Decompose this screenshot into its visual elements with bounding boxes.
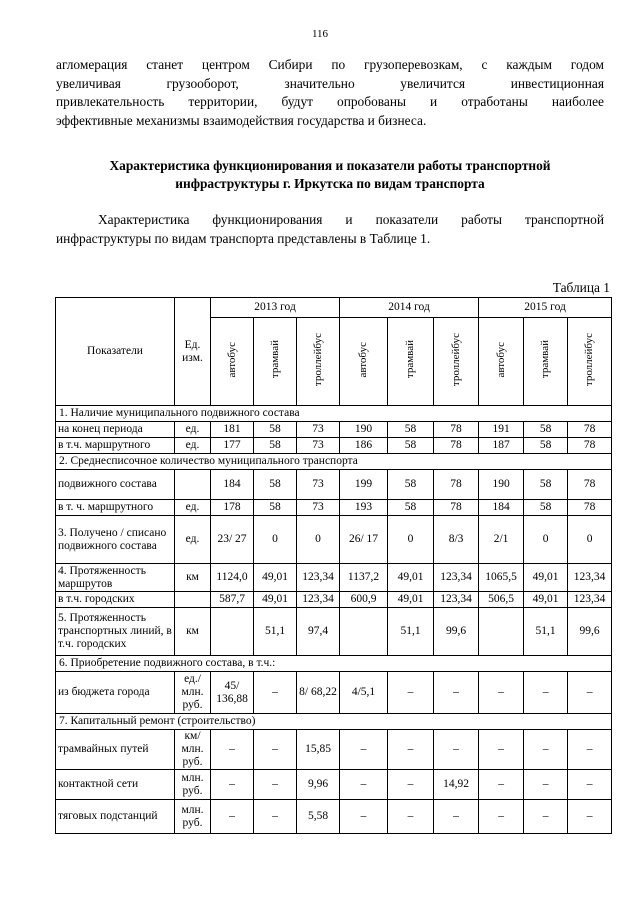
row-label: 5. Протяженность транспортных линий, в т.ч. городских (56, 608, 175, 656)
value-cell: 15,85 (297, 730, 340, 770)
row-label: на конец периода (56, 422, 175, 438)
value-cell: 58 (524, 470, 568, 500)
row-label: тяговых подстанций (56, 800, 175, 834)
header-mode: троллейбус (568, 318, 612, 406)
value-cell: 73 (297, 422, 340, 438)
value-cell: – (434, 730, 479, 770)
value-cell: 9,96 (297, 770, 340, 800)
value-cell: 2/1 (479, 516, 524, 564)
page-number: 116 (311, 28, 329, 40)
value-cell: 51,1 (524, 608, 568, 656)
value-cell: 190 (340, 422, 388, 438)
value-cell: 73 (297, 438, 340, 454)
header-mode: троллейбус (297, 318, 340, 406)
value-cell: 600,9 (340, 592, 388, 608)
intro-line: увеличивая грузооборот, значительно увеличится инвестиционная (56, 75, 604, 91)
value-cell: – (434, 672, 479, 714)
value-cell: 78 (568, 470, 612, 500)
section-title: 6. Приобретение подвижного состава, в т.ч.: (56, 656, 612, 672)
table-row (56, 730, 612, 770)
row-label: из бюджета города (56, 672, 175, 714)
value-cell: – (568, 672, 612, 714)
value-cell: – (340, 800, 388, 834)
value-cell: 186 (340, 438, 388, 454)
value-cell: 8/ 68,22 (297, 672, 340, 714)
value-cell: 58 (254, 470, 297, 500)
header-mode: трамвай (524, 318, 568, 406)
value-cell (211, 608, 254, 656)
table-caption: Таблица 1 (552, 280, 610, 295)
value-cell: 78 (434, 438, 479, 454)
value-cell: – (524, 770, 568, 800)
header-mode: автобус (340, 318, 388, 406)
value-cell: 506,5 (479, 592, 524, 608)
value-cell: – (434, 800, 479, 834)
value-cell: 0 (254, 516, 297, 564)
value-cell: 49,01 (524, 564, 568, 592)
value-cell: 58 (388, 470, 434, 500)
table-row (56, 800, 612, 834)
value-cell: 58 (254, 500, 297, 516)
value-cell: 49,01 (254, 564, 297, 592)
value-cell: 23/ 27 (211, 516, 254, 564)
row-unit: км (175, 608, 211, 656)
row-label: 3. Получено / списано подвижного состава (56, 516, 175, 564)
header-year: 2013 год (211, 298, 340, 318)
table-section-row (56, 656, 612, 672)
section-title: 2. Среднесписочное количество муниципального транспорта (56, 454, 612, 470)
row-unit: ед. (175, 422, 211, 438)
value-cell: 190 (479, 470, 524, 500)
heading-line: инфраструктуры г. Иркутска по видам транспорта (175, 176, 485, 191)
body-paragraph (56, 211, 604, 248)
value-cell: 187 (479, 438, 524, 454)
section-title: 7. Капитальный ремонт (строительство) (56, 714, 612, 730)
intro-line: агломерация станет центром Сибири по грузоперевозкам, с каждым годом (56, 57, 604, 72)
value-cell: – (568, 770, 612, 800)
value-cell: 0 (524, 516, 568, 564)
value-cell: – (340, 770, 388, 800)
intro-paragraph (56, 56, 604, 130)
value-cell: 123,34 (568, 564, 612, 592)
table-row (56, 564, 612, 592)
row-unit (175, 592, 211, 608)
paragraph-line: Характеристика функционирования и показатели работы транспортной (98, 212, 604, 227)
row-label: в т.ч. городских (56, 592, 175, 608)
value-cell: 78 (568, 500, 612, 516)
value-cell: – (254, 770, 297, 800)
row-label: трамвайных путей (56, 730, 175, 770)
table-row (56, 672, 612, 714)
value-cell: – (479, 800, 524, 834)
transport-table (55, 297, 612, 834)
row-label: контактной сети (56, 770, 175, 800)
value-cell: 8/3 (434, 516, 479, 564)
value-cell: 49,01 (388, 564, 434, 592)
row-unit (175, 470, 211, 500)
heading-line: Характеристика функционирования и показатели работы транспортной (109, 158, 551, 173)
row-unit: млн. руб. (175, 800, 211, 834)
section-title: 1. Наличие муниципального подвижного состава (56, 406, 612, 422)
value-cell: 58 (254, 422, 297, 438)
value-cell: 191 (479, 422, 524, 438)
table-section-row (56, 714, 612, 730)
header-mode: автобус (479, 318, 524, 406)
value-cell: – (388, 672, 434, 714)
value-cell: 49,01 (524, 592, 568, 608)
value-cell: 177 (211, 438, 254, 454)
value-cell: 587,7 (211, 592, 254, 608)
value-cell: 45/ 136,88 (211, 672, 254, 714)
header-mode: автобус (211, 318, 254, 406)
value-cell: 14,92 (434, 770, 479, 800)
value-cell: 1124,0 (211, 564, 254, 592)
value-cell: 97,4 (297, 608, 340, 656)
value-cell: – (568, 730, 612, 770)
table-row (56, 438, 612, 454)
value-cell: – (211, 800, 254, 834)
value-cell: – (388, 800, 434, 834)
value-cell: – (524, 730, 568, 770)
value-cell: 4/5,1 (340, 672, 388, 714)
value-cell: 123,34 (434, 564, 479, 592)
value-cell: 78 (568, 422, 612, 438)
value-cell: 51,1 (388, 608, 434, 656)
value-cell: 0 (568, 516, 612, 564)
value-cell: 123,34 (434, 592, 479, 608)
value-cell: 26/ 17 (340, 516, 388, 564)
value-cell: 58 (388, 500, 434, 516)
header-mode: трамвай (388, 318, 434, 406)
value-cell: 58 (388, 438, 434, 454)
row-unit: ед. (175, 516, 211, 564)
value-cell: 49,01 (254, 592, 297, 608)
value-cell: 58 (524, 500, 568, 516)
intro-line: эффективные механизмы взаимодействия государства и бизнеса. (56, 112, 427, 128)
value-cell: – (211, 770, 254, 800)
value-cell: 178 (211, 500, 254, 516)
value-cell: – (568, 800, 612, 834)
value-cell: – (479, 672, 524, 714)
value-cell: – (388, 770, 434, 800)
value-cell: 78 (434, 470, 479, 500)
paragraph-line: инфраструктуры по видам транспорта представлены в Таблице 1. (56, 230, 431, 246)
value-cell: – (340, 730, 388, 770)
value-cell: 0 (388, 516, 434, 564)
value-cell: 184 (479, 500, 524, 516)
value-cell: 123,34 (568, 592, 612, 608)
value-cell: 78 (434, 422, 479, 438)
header-mode: трамвай (254, 318, 297, 406)
value-cell: – (524, 672, 568, 714)
row-unit: ед. (175, 438, 211, 454)
header-unit: Ед. изм. (175, 298, 211, 406)
value-cell: – (254, 672, 297, 714)
table-row (56, 516, 612, 564)
value-cell: – (479, 730, 524, 770)
row-unit: ед. (175, 500, 211, 516)
value-cell: – (388, 730, 434, 770)
table-row (56, 608, 612, 656)
row-unit: млн. руб. (175, 770, 211, 800)
table-section-row (56, 454, 612, 470)
table-row (56, 500, 612, 516)
value-cell: 58 (524, 422, 568, 438)
header-indicators: Показатели (56, 298, 175, 406)
value-cell: 58 (388, 422, 434, 438)
row-label: 4. Протяженность маршрутов (56, 564, 175, 592)
value-cell: – (211, 730, 254, 770)
row-label: в т. ч. маршрутного (56, 500, 175, 516)
value-cell: 58 (254, 438, 297, 454)
row-unit: км/ млн. руб. (175, 730, 211, 770)
value-cell: 78 (434, 500, 479, 516)
row-label: подвижного состава (56, 470, 175, 500)
value-cell: 78 (568, 438, 612, 454)
value-cell (340, 608, 388, 656)
value-cell: 181 (211, 422, 254, 438)
value-cell: 184 (211, 470, 254, 500)
value-cell: 123,34 (297, 592, 340, 608)
table-row (56, 422, 612, 438)
value-cell: 58 (524, 438, 568, 454)
row-unit: ед./ млн. руб. (175, 672, 211, 714)
value-cell: – (479, 770, 524, 800)
value-cell: – (524, 800, 568, 834)
section-heading (56, 157, 604, 193)
value-cell: 199 (340, 470, 388, 500)
table-row (56, 592, 612, 608)
row-unit: км (175, 564, 211, 592)
value-cell: 99,6 (568, 608, 612, 656)
value-cell: 1137,2 (340, 564, 388, 592)
value-cell: – (254, 730, 297, 770)
value-cell: 5,58 (297, 800, 340, 834)
header-year: 2014 год (340, 298, 479, 318)
value-cell: 49,01 (388, 592, 434, 608)
value-cell: 193 (340, 500, 388, 516)
header-year: 2015 год (479, 298, 612, 318)
intro-line: привлекательность территории, будут опробованы и отработаны наиболее (56, 94, 604, 109)
table-section-row (56, 406, 612, 422)
value-cell: 73 (297, 470, 340, 500)
table-row (56, 770, 612, 800)
value-cell: 1065,5 (479, 564, 524, 592)
value-cell: 0 (297, 516, 340, 564)
value-cell: 99,6 (434, 608, 479, 656)
value-cell: – (254, 800, 297, 834)
value-cell: 51,1 (254, 608, 297, 656)
value-cell (479, 608, 524, 656)
table-row (56, 470, 612, 500)
header-mode: троллейбус (434, 318, 479, 406)
value-cell: 123,34 (297, 564, 340, 592)
value-cell: 73 (297, 500, 340, 516)
row-label: в т.ч. маршрутного (56, 438, 175, 454)
